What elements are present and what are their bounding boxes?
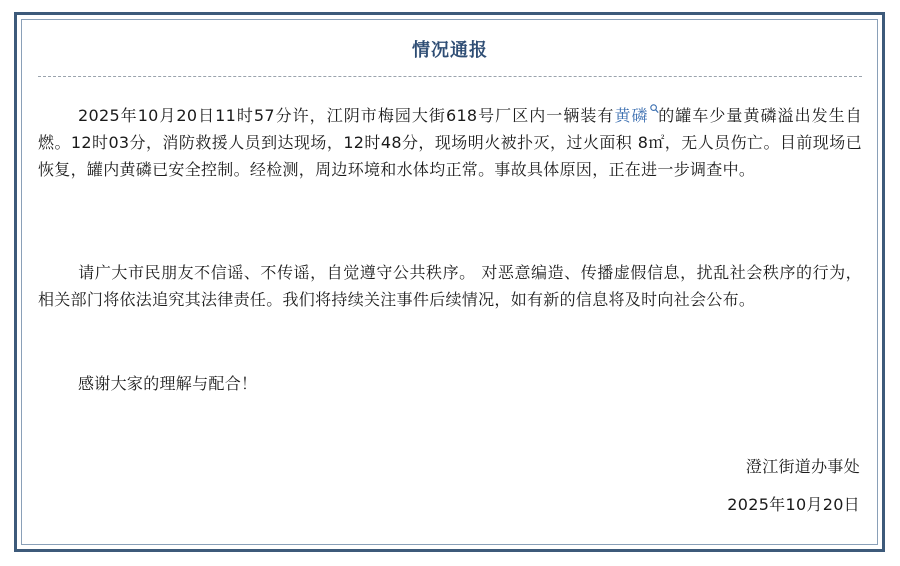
search-icon[interactable] — [649, 102, 658, 116]
signature-organization: 澄江街道办事处 — [745, 457, 860, 476]
signature-date: 2025年10月20日 — [727, 495, 860, 514]
paragraph-incident-text-b: 的罐车少量黄磷溢出发生自燃。12时03分，消防救援人员到达现场，12时48分，现场明火被扑灭，过火面积 8㎡，无人员伤亡。目前现场已恢复，罐内黄磷已安全控制。经检测，周边环境和水体均正常。事故具体原因，正在进一步调查中。 — [38, 106, 862, 179]
paragraph-rumor-warning-text: 请广大市民朋友不信谣、不传谣，自觉遵守公共秩序。 对恶意编造、传播虚假信息，扰乱社会秩序的行为，相关部门将依法追究其法律责任。我们将持续关注事件后续情况，如有新的信息将及时向社会公布。 — [38, 263, 862, 309]
paragraph-incident-text-a: 2025年10月20日11时57分许，江阴市梅园大街618号厂区内一辆装有 — [78, 106, 615, 125]
keyword-link-yellow-phosphorus[interactable]: 黄磷 — [614, 106, 649, 125]
title-divider — [38, 76, 862, 77]
paragraph-thanks — [38, 370, 862, 397]
notice-title: 情况通报 — [412, 40, 488, 61]
paragraph-thanks-text: 感谢大家的理解与配合！ — [78, 374, 258, 393]
paragraph-rumor-warning — [38, 259, 862, 313]
paragraph-incident — [38, 102, 862, 183]
